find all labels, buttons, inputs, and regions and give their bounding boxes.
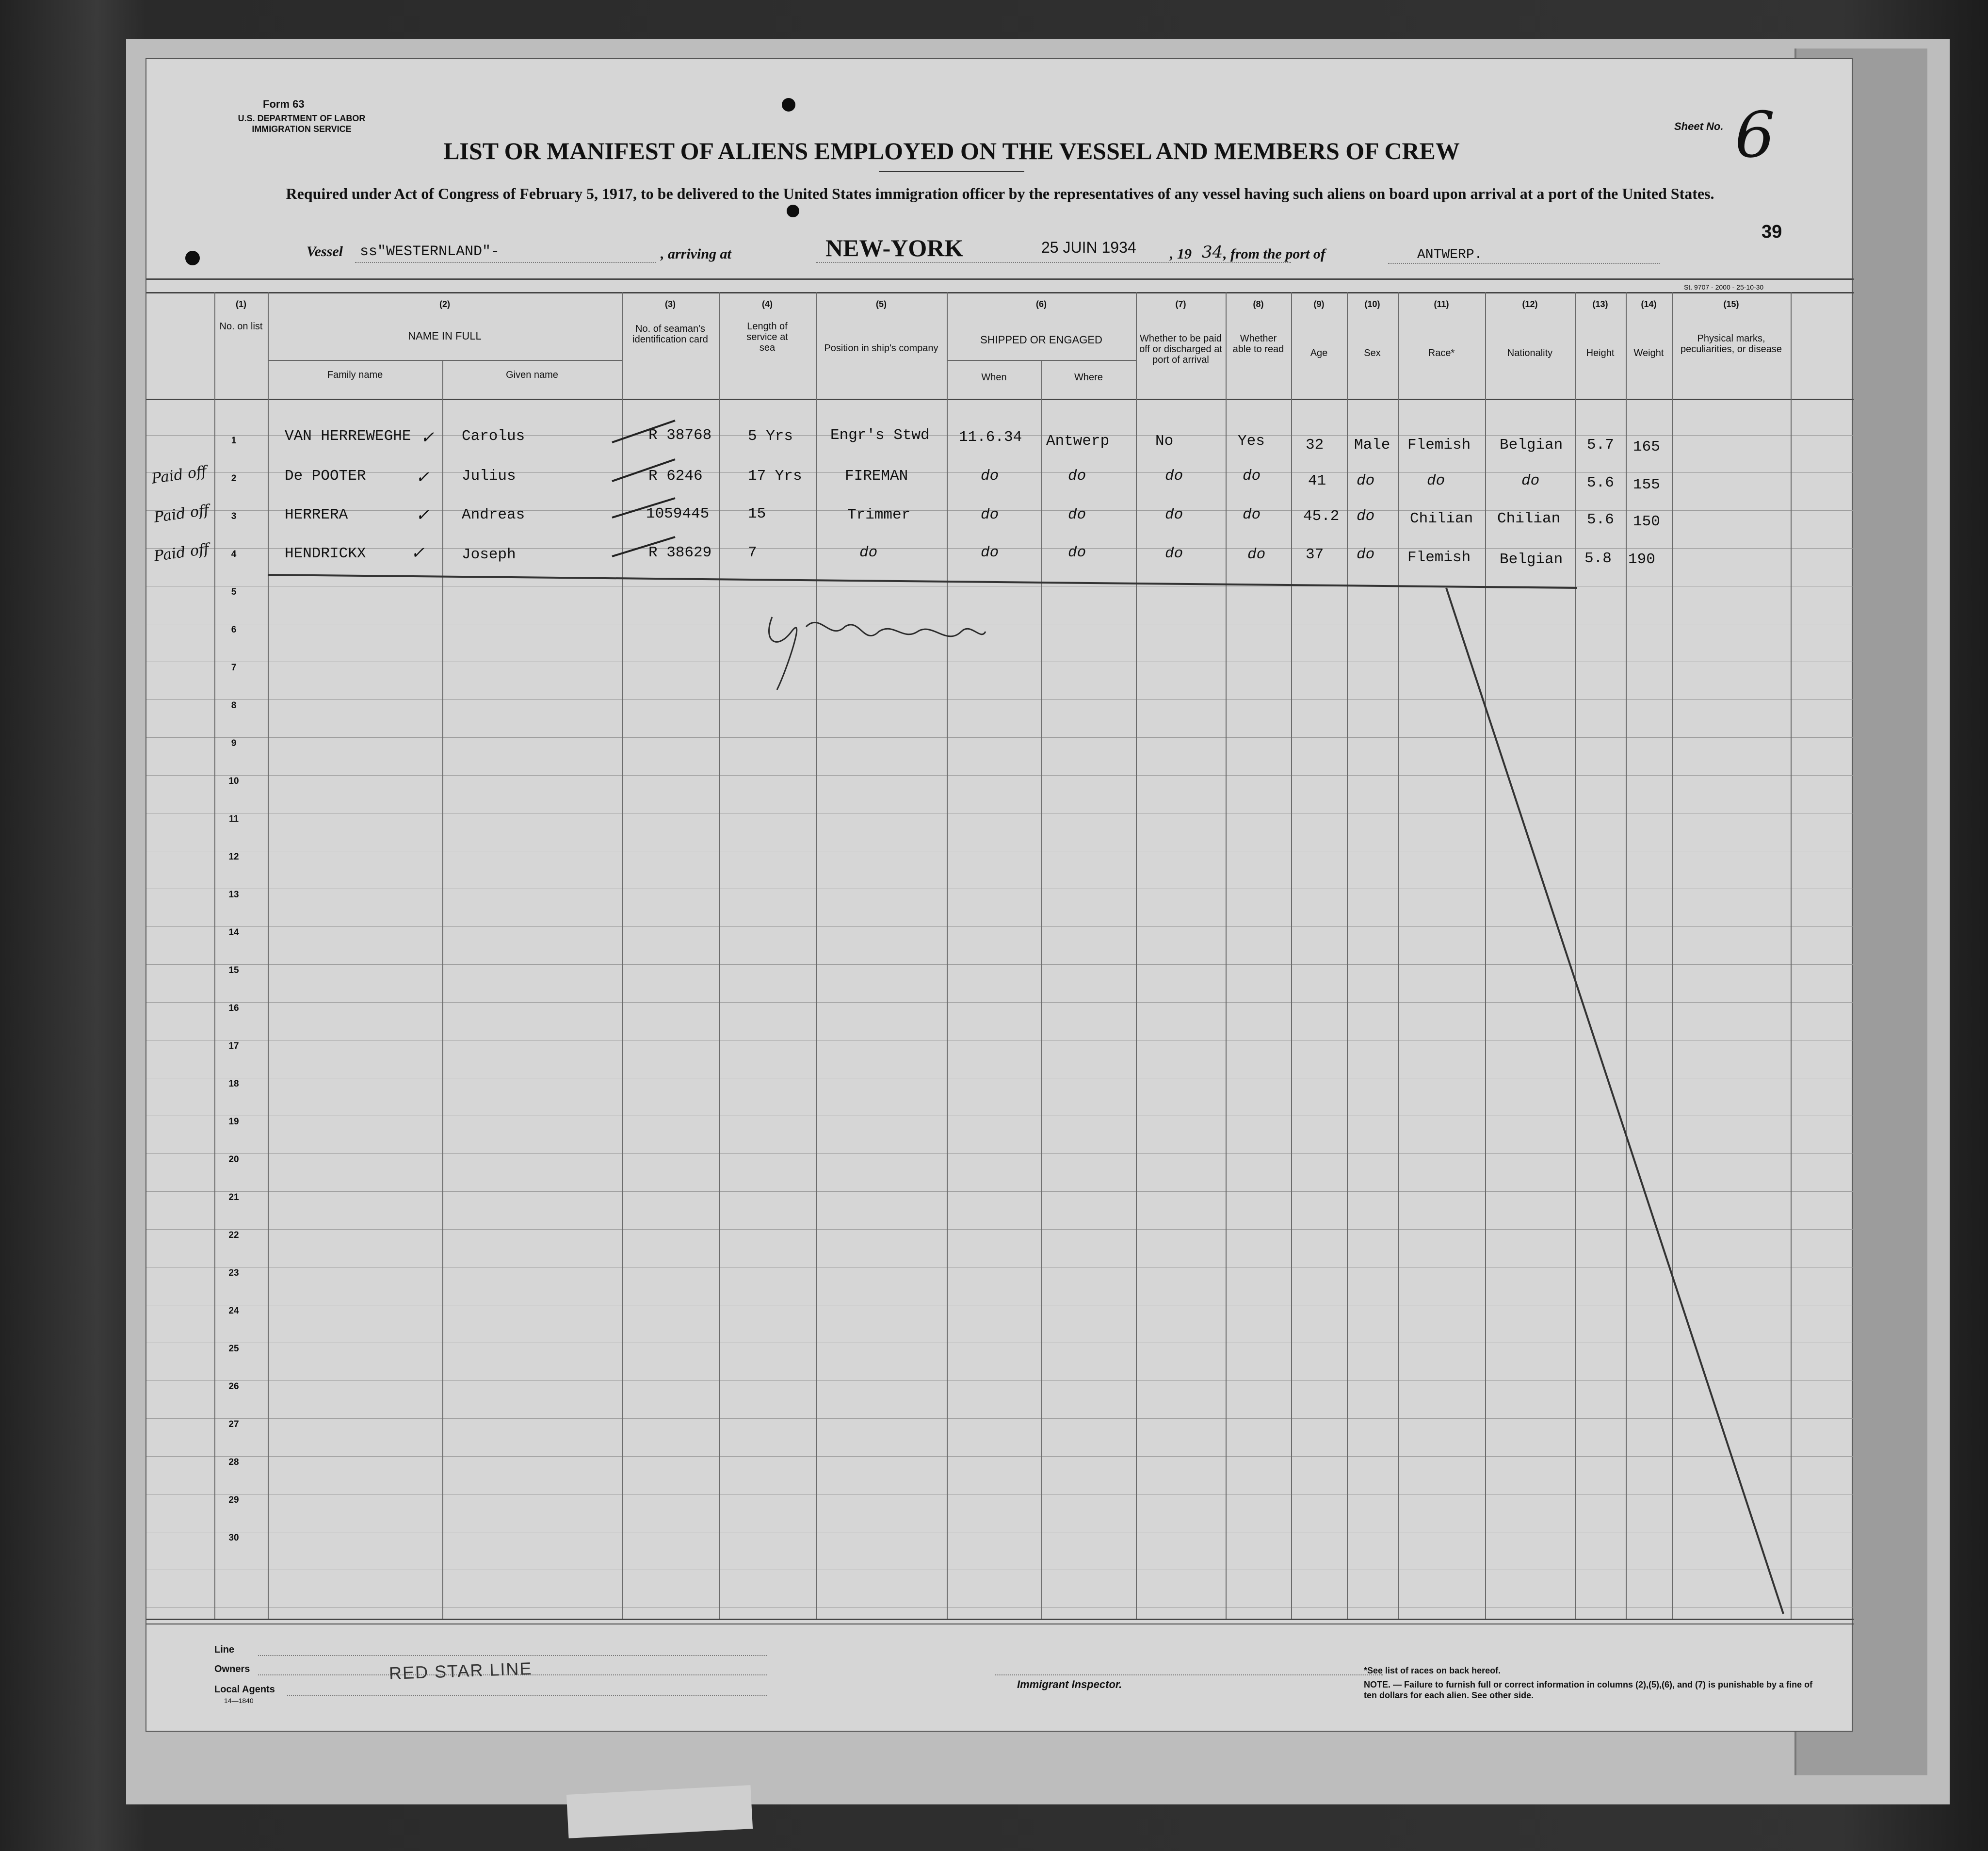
date-stamp: 25 JUIN 1934 — [1041, 239, 1136, 256]
family-name-cell: De POOTER — [285, 468, 366, 485]
sheet-number: 6 — [1735, 98, 1775, 172]
position-cell: Engr's Stwd — [830, 427, 930, 444]
check-mark: ✓ — [416, 468, 430, 487]
height-cell: 5.6 — [1587, 474, 1614, 491]
height-cell: 5.7 — [1587, 437, 1614, 454]
row-number: 14 — [228, 927, 239, 938]
department-name: U.S. DEPARTMENT OF LABOR — [238, 114, 366, 123]
form-subtitle: Required under Act of Congress of February 5, 1917, to be delivered to the United States immigration officer by the representatives of any vessel having such aliens on board upon arrival at a port of the United States. — [286, 185, 1714, 202]
sex-cell: do — [1357, 508, 1375, 525]
row-number: 2 — [231, 473, 237, 484]
col3-header: No. of seaman's identification card — [632, 324, 708, 345]
shipped-where-cell: do — [1068, 468, 1086, 485]
sex-cell: do — [1357, 472, 1375, 489]
shipped-when-cell: do — [981, 468, 999, 485]
pen-marks — [146, 59, 1854, 1733]
height-cell: 5.8 — [1584, 550, 1612, 567]
col15-header: Physical marks, peculiarities, or disease — [1681, 333, 1782, 355]
col4-header: Length of service at sea — [746, 321, 788, 353]
age-cell: 41 — [1308, 472, 1326, 489]
row-number: 26 — [228, 1381, 239, 1392]
inspector-field — [995, 1674, 1383, 1675]
shipped-when-cell: do — [981, 506, 999, 523]
col2-number: (2) — [439, 299, 450, 309]
where-header: Where — [1074, 372, 1103, 383]
manifest-sheet — [145, 58, 1853, 1732]
year-label: , 19 — [1170, 246, 1192, 262]
shipped-when-cell: 11.6.34 — [959, 429, 1022, 446]
row-number: 8 — [231, 700, 237, 711]
vessel-name: ss"WESTERNLAND"- — [360, 244, 500, 260]
row-number: 6 — [231, 625, 237, 635]
family-name-cell: HERRERA — [285, 506, 348, 523]
from-port: ANTWERP. — [1417, 247, 1483, 262]
weight-cell: 155 — [1633, 476, 1660, 493]
inspector-label: Immigrant Inspector. — [1017, 1678, 1122, 1690]
sex-cell: do — [1357, 546, 1375, 563]
age-cell: 32 — [1306, 437, 1324, 454]
family-name-header: Family name — [327, 370, 383, 380]
row-number: 28 — [228, 1457, 239, 1467]
paid-off-cell: do — [1165, 468, 1183, 485]
row-number: 27 — [228, 1419, 239, 1429]
col6-number: (6) — [1036, 299, 1047, 309]
position-cell: do — [859, 544, 878, 561]
print-code: St. 9707 - 2000 - 25-10-30 — [1684, 283, 1764, 291]
form-code: 14—1840 — [224, 1697, 254, 1705]
col1-header: No. on list — [219, 321, 263, 332]
col7-header: Whether to be paid off or discharged at port of arrival — [1139, 333, 1222, 365]
col1-number: (1) — [236, 299, 246, 309]
card-number-cell: R 38768 — [648, 427, 712, 444]
margin-note: Paid off — [150, 463, 208, 487]
col2-header: NAME IN FULL — [408, 330, 482, 342]
row-number: 12 — [228, 852, 239, 862]
year-value: 34 — [1202, 243, 1223, 262]
shipped-when-cell: do — [981, 544, 999, 561]
race-cell: Flemish — [1407, 549, 1471, 566]
able-to-read-cell: Yes — [1238, 433, 1265, 450]
owners-label: Owners — [214, 1664, 250, 1674]
row-number: 16 — [228, 1003, 239, 1013]
row-number: 23 — [228, 1268, 239, 1278]
agents-label: Local Agents — [214, 1684, 275, 1695]
row-number: 21 — [228, 1192, 239, 1202]
service-name: IMMIGRATION SERVICE — [252, 124, 352, 134]
row-number: 4 — [231, 549, 237, 559]
from-port-label: , from the port of — [1223, 246, 1325, 262]
shipped-where-cell: Antwerp — [1046, 433, 1110, 450]
row-number: 19 — [228, 1117, 239, 1127]
col14-header: Weight — [1633, 348, 1664, 358]
col10-number: (10) — [1364, 299, 1380, 309]
signature-text — [782, 612, 933, 637]
service-length-cell: 7 — [748, 544, 757, 561]
col13-header: Height — [1586, 348, 1615, 358]
family-name-cell: HENDRICKX — [285, 545, 366, 562]
family-name-cell: VAN HERREWEGHE — [285, 428, 411, 445]
row-number: 24 — [228, 1306, 239, 1316]
arrival-port: NEW-YORK — [825, 234, 964, 261]
col9-header: Age — [1310, 348, 1328, 358]
card-strike — [612, 421, 675, 442]
cancel-diagonal-line — [1446, 588, 1783, 1614]
position-cell: FIREMAN — [845, 468, 908, 485]
age-cell: 45.2 — [1303, 508, 1340, 525]
paid-off-cell: No — [1155, 433, 1174, 450]
row-number: 18 — [228, 1079, 239, 1089]
able-to-read-cell: do — [1243, 468, 1261, 485]
line-label: Line — [214, 1644, 235, 1655]
card-strike — [612, 537, 675, 556]
able-to-read-cell: do — [1243, 506, 1261, 523]
nationality-cell: Chilian — [1497, 510, 1561, 527]
nationality-cell: do — [1521, 472, 1540, 489]
form-title: LIST OR MANIFEST OF ALIENS EMPLOYED ON THE VESSEL AND MEMBERS OF CREW — [443, 137, 1460, 164]
page-number: 39 — [1762, 222, 1782, 242]
col13-number: (13) — [1592, 299, 1608, 309]
col15-number: (15) — [1723, 299, 1739, 309]
service-length-cell: 15 — [748, 505, 766, 522]
penalty-note: NOTE. — Failure to furnish full or correct information in columns (2),(5),(6), and (7) is punishable by a fine of ten dollars for each alien. See other side. — [1364, 1680, 1813, 1700]
given-name-cell: Andreas — [462, 506, 525, 523]
shipped-where-cell: do — [1068, 506, 1086, 523]
age-cell: 37 — [1306, 546, 1324, 563]
col11-header: Race* — [1428, 348, 1455, 358]
margin-note: Paid off — [153, 540, 210, 565]
col14-number: (14) — [1641, 299, 1657, 309]
row-number: 17 — [228, 1041, 239, 1051]
paid-off-cell: do — [1165, 506, 1183, 523]
row-number: 20 — [228, 1154, 239, 1165]
weight-cell: 150 — [1633, 513, 1660, 530]
row-number: 5 — [231, 587, 237, 597]
margin-note: Paid off — [153, 502, 210, 526]
form-number: Form 63 — [263, 98, 305, 110]
check-mark: ✓ — [411, 543, 425, 563]
row-number: 9 — [231, 738, 237, 748]
col6-header: SHIPPED OR ENGAGED — [980, 334, 1102, 346]
col11-number: (11) — [1434, 299, 1449, 309]
col5-number: (5) — [876, 299, 887, 309]
race-cell: Flemish — [1407, 437, 1471, 454]
races-note: *See list of races on back hereof. — [1364, 1666, 1501, 1675]
row-number: 22 — [228, 1230, 239, 1240]
card-number-cell: R 38629 — [648, 544, 712, 561]
card-number-cell: 1059445 — [646, 505, 710, 522]
card-strike — [612, 498, 675, 518]
card-strike — [612, 459, 675, 481]
col12-header: Nationality — [1507, 348, 1553, 358]
shipped-where-cell: do — [1068, 544, 1086, 561]
row-number: 10 — [228, 776, 239, 786]
col8-number: (8) — [1253, 299, 1264, 309]
col12-number: (12) — [1522, 299, 1538, 309]
race-cell: Chilian — [1410, 510, 1473, 527]
paid-off-cell: do — [1165, 545, 1183, 562]
row-number: 13 — [228, 890, 239, 900]
col4-number: (4) — [762, 299, 773, 309]
sheet-label: Sheet No. — [1674, 120, 1724, 132]
row-number: 29 — [228, 1495, 239, 1505]
col8-header: Whether able to read — [1232, 333, 1284, 355]
service-length-cell: 17 Yrs — [748, 468, 802, 485]
given-name-header: Given name — [506, 370, 558, 380]
vessel-label: Vessel — [307, 244, 343, 260]
line-field — [258, 1655, 767, 1656]
row-number: 25 — [228, 1344, 239, 1354]
check-mark: ✓ — [420, 428, 435, 447]
height-cell: 5.6 — [1587, 511, 1614, 528]
card-number-cell: R 6246 — [648, 468, 703, 485]
row-number: 7 — [231, 663, 237, 673]
position-cell: Trimmer — [847, 506, 911, 523]
check-mark: ✓ — [416, 505, 430, 525]
col9-number: (9) — [1313, 299, 1325, 309]
race-cell: do — [1427, 472, 1445, 489]
row-number: 15 — [228, 965, 239, 975]
weight-cell: 190 — [1628, 551, 1655, 568]
row-number: 1 — [231, 436, 237, 446]
service-length-cell: 5 Yrs — [748, 428, 793, 445]
row-number: 30 — [228, 1533, 239, 1543]
row-number: 3 — [231, 511, 237, 521]
given-name-cell: Julius — [462, 468, 516, 485]
col7-number: (7) — [1175, 299, 1186, 309]
row-number: 11 — [228, 814, 239, 824]
nationality-cell: Belgian — [1500, 551, 1563, 568]
given-name-cell: Carolus — [462, 428, 525, 445]
given-name-cell: Joseph — [462, 546, 516, 563]
owners-stamp: RED STAR LINE — [388, 1658, 533, 1684]
agents-field — [287, 1695, 767, 1696]
weight-cell: 165 — [1633, 438, 1660, 455]
col5-header: Position in ship's company — [824, 343, 938, 354]
nationality-cell: Belgian — [1500, 437, 1563, 454]
end-of-list-line — [268, 575, 1577, 588]
col3-number: (3) — [665, 299, 676, 309]
able-to-read-cell: do — [1247, 546, 1266, 563]
arriving-label: , arriving at — [661, 246, 731, 262]
when-header: When — [981, 372, 1007, 383]
sex-cell: Male — [1354, 437, 1390, 454]
col10-header: Sex — [1364, 348, 1381, 358]
